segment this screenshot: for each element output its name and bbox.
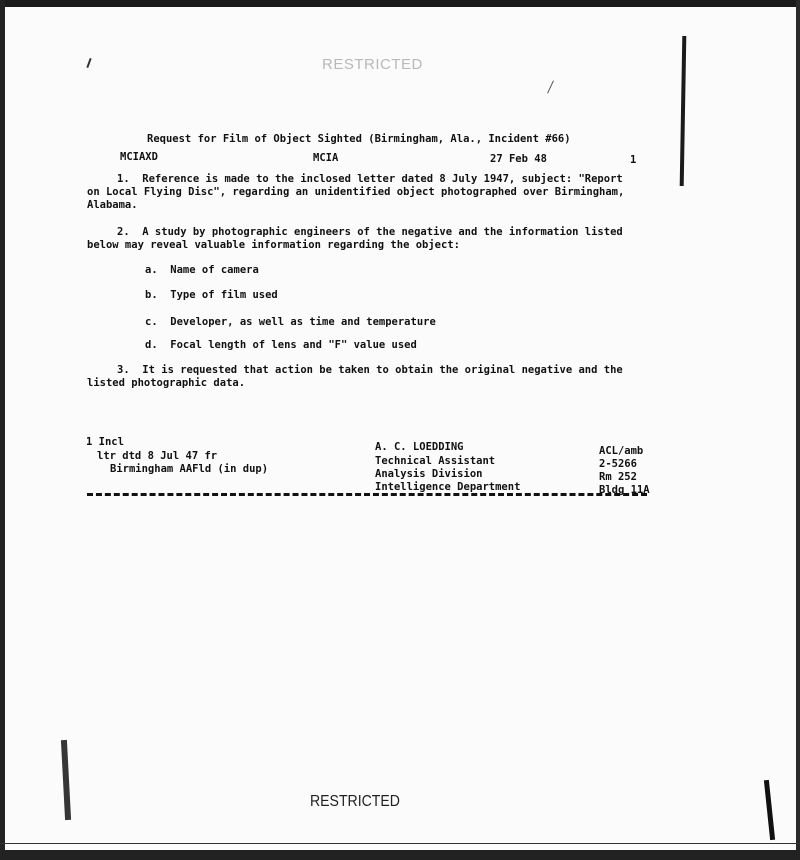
reference-building: Bldg 11A: [599, 484, 650, 496]
scan-streak: [61, 740, 71, 820]
scan-streak: [764, 780, 775, 840]
signer-department: Intelligence Department: [375, 481, 521, 493]
list-item: a. Name of camera: [145, 264, 259, 276]
paragraph-2-line-1: 2. A study by photographic engineers of the negative and the information listed: [117, 226, 623, 238]
pen-mark: [547, 80, 554, 93]
reference-phone: 2-5266: [599, 458, 637, 470]
scan-edge-right: [796, 0, 800, 860]
scan-edge-top: [0, 0, 800, 7]
list-item: b. Type of film used: [145, 289, 278, 301]
from-office: MCIAXD: [120, 151, 158, 163]
scan-edge-bottom: [0, 850, 800, 860]
classification-stamp-top: RESTRICTED: [322, 56, 423, 73]
page-number: 1: [630, 154, 637, 166]
list-item: d. Focal length of lens and "F" value used: [145, 339, 417, 351]
scan-streak: [680, 36, 687, 186]
signer-division: Analysis Division: [375, 468, 483, 480]
enclosure-description: ltr dtd 8 Jul 47 fr: [97, 450, 218, 462]
paragraph-2-line-2: below may reveal valuable information regarding the object:: [87, 239, 460, 251]
pen-mark: [86, 58, 91, 68]
paragraph-1-line-1: 1. Reference is made to the inclosed letter dated 8 July 1947, subject: "Report: [117, 173, 623, 185]
classification-stamp-bottom: RESTRICTED: [310, 793, 400, 810]
signer-title: Technical Assistant: [375, 455, 496, 467]
to-office: MCIA: [313, 152, 339, 164]
enclosure-count: 1 Incl: [86, 436, 124, 448]
list-item: c. Developer, as well as time and temperature: [145, 316, 436, 328]
paragraph-3-line-1: 3. It is requested that action be taken to obtain the original negative and the: [117, 364, 623, 376]
scan-edge-left: [0, 0, 5, 860]
reference-room: Rm 252: [599, 471, 637, 483]
scan-line-bottom: [0, 843, 800, 844]
subject-line: Request for Film of Object Sighted (Birmingham, Ala., Incident #66): [147, 133, 571, 145]
signer-name: A. C. LOEDDING: [375, 441, 464, 453]
reference-initials: ACL/amb: [599, 445, 644, 457]
dashed-divider: [87, 493, 647, 504]
paragraph-1-line-2: on Local Flying Disc", regarding an unidentified object photographed over Birmingham,: [87, 186, 625, 198]
memo-date: 27 Feb 48: [490, 153, 547, 165]
paragraph-1-line-3: Alabama.: [87, 199, 138, 211]
paragraph-3-line-2: listed photographic data.: [87, 377, 246, 389]
enclosure-source: Birmingham AAFld (in dup): [110, 463, 269, 475]
